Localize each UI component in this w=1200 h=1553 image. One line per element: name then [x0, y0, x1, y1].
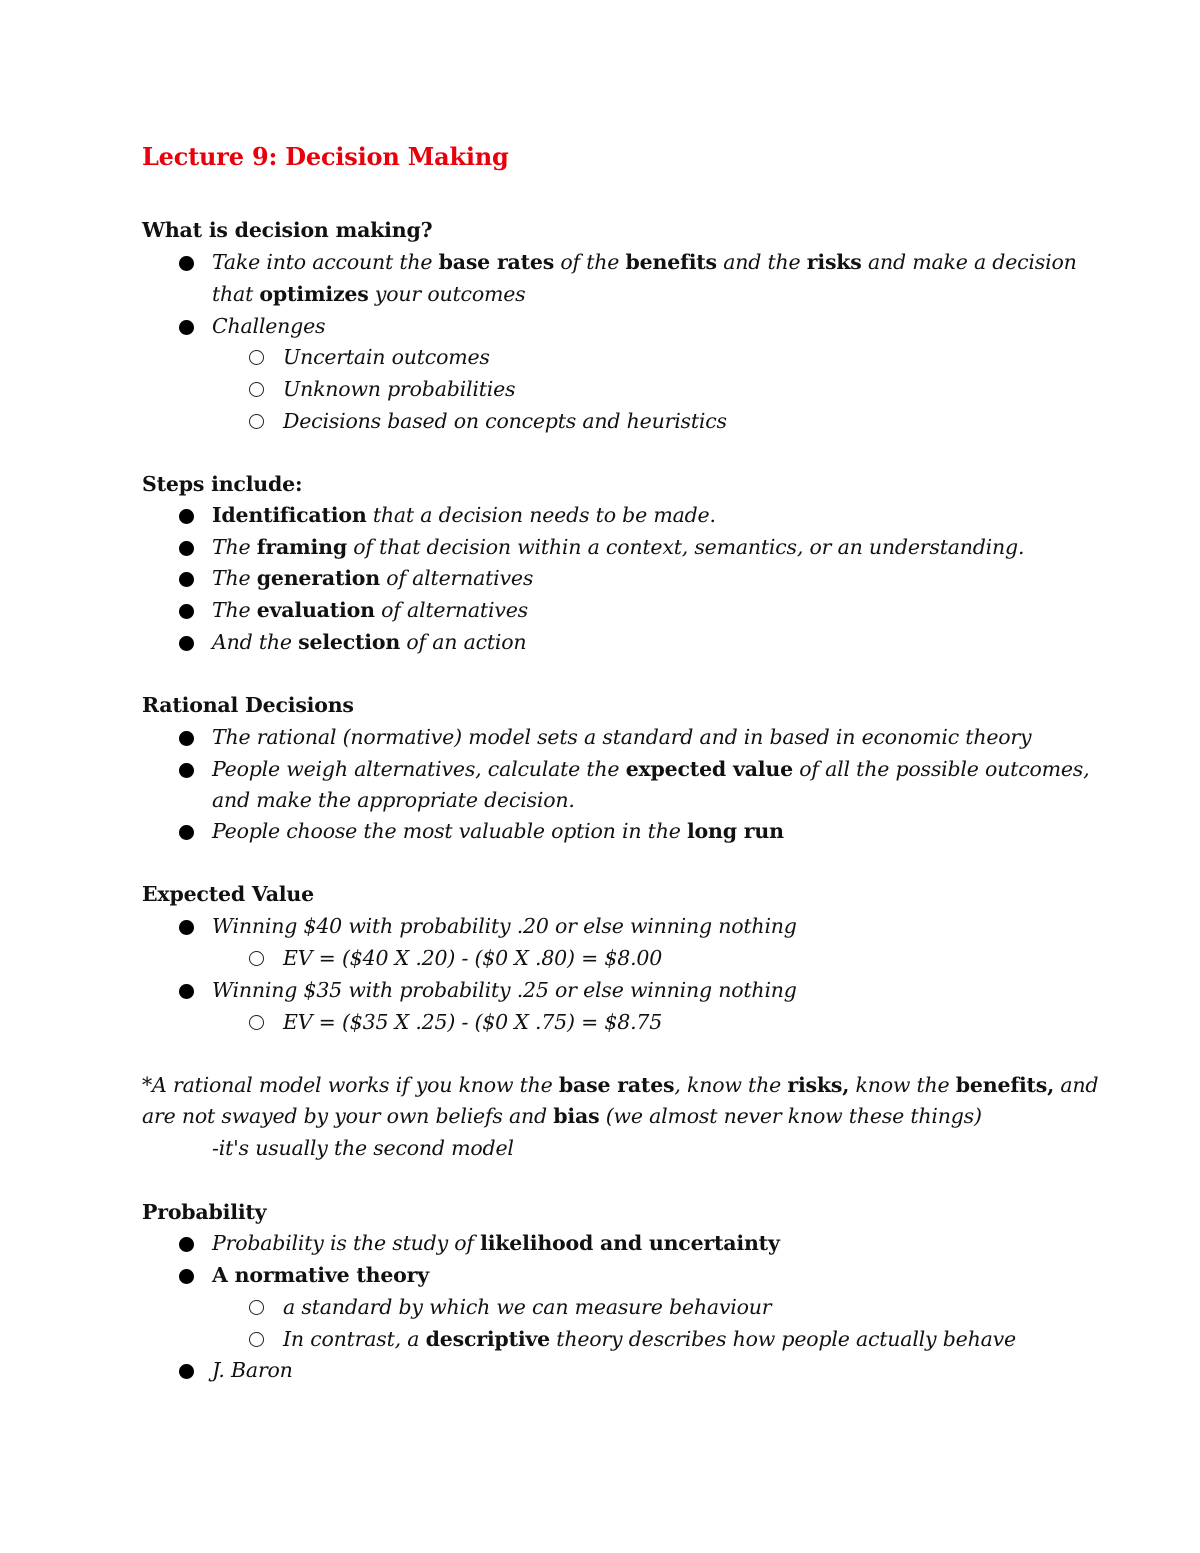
hollow-bullet-icon: [249, 414, 264, 429]
bullet-icon: [179, 763, 194, 778]
sub-list-item: EV = ($40 X .20) - ($0 X .80) = $8.00: [283, 946, 663, 970]
bullet-icon: [179, 1364, 194, 1379]
note-line: *A rational model works if you know the base rates, know the risks, know the benefits, and: [142, 1073, 1099, 1097]
bullet-icon: [179, 920, 194, 935]
list-item: J. Baron: [212, 1358, 293, 1382]
section-heading-decision-making: What is decision making?: [142, 218, 433, 242]
section-heading-expected-value: Expected Value: [142, 882, 314, 906]
bullet-icon: [179, 509, 194, 524]
bullet-icon: [179, 256, 194, 271]
hollow-bullet-icon: [249, 382, 264, 397]
list-item: Winning $35 with probability .25 or else winning nothing: [212, 978, 797, 1002]
page-title: Lecture 9: Decision Making: [142, 142, 509, 171]
sub-list-item: a standard by which we can measure behaviour: [283, 1295, 772, 1319]
sub-list-item: In contrast, a descriptive theory describes how people actually behave: [283, 1327, 1016, 1351]
sub-list-item: Unknown probabilities: [283, 377, 516, 401]
list-item: The evaluation of alternatives: [212, 598, 528, 622]
bullet-icon: [179, 731, 194, 746]
list-item: People weigh alternatives, calculate the expected value of all the possible outcomes,: [212, 757, 1090, 781]
hollow-bullet-icon: [249, 1300, 264, 1315]
list-item-continuation: and make the appropriate decision.: [212, 788, 575, 812]
list-item: Identification that a decision needs to be made.: [212, 503, 716, 527]
list-item: Challenges: [212, 314, 326, 338]
bullet-icon: [179, 572, 194, 587]
bullet-icon: [179, 541, 194, 556]
list-item-continuation: that optimizes your outcomes: [212, 282, 526, 306]
bullet-icon: [179, 825, 194, 840]
section-heading-probability: Probability: [142, 1200, 267, 1224]
list-item: The generation of alternatives: [212, 566, 534, 590]
bullet-icon: [179, 984, 194, 999]
list-item: Take into account the base rates of the benefits and the risks and make a decision: [212, 250, 1077, 274]
note-line: -it's usually the second model: [212, 1136, 514, 1160]
note-line: are not swayed by your own beliefs and bias (we almost never know these things): [142, 1104, 982, 1128]
bullet-icon: [179, 1237, 194, 1252]
list-item: And the selection of an action: [212, 630, 527, 654]
list-item: The framing of that decision within a context, semantics, or an understanding.: [212, 535, 1025, 559]
list-item: People choose the most valuable option in the long run: [212, 819, 784, 843]
hollow-bullet-icon: [249, 951, 264, 966]
bullet-icon: [179, 1269, 194, 1284]
list-item: The rational (normative) model sets a standard and in based in economic theory: [212, 725, 1032, 749]
list-item: Winning $40 with probability .20 or else winning nothing: [212, 914, 797, 938]
bullet-icon: [179, 320, 194, 335]
section-heading-rational-decisions: Rational Decisions: [142, 693, 354, 717]
list-item: A normative theory: [212, 1263, 429, 1287]
hollow-bullet-icon: [249, 350, 264, 365]
hollow-bullet-icon: [249, 1332, 264, 1347]
sub-list-item: EV = ($35 X .25) - ($0 X .75) = $8.75: [283, 1010, 663, 1034]
section-heading-steps: Steps include:: [142, 472, 303, 496]
sub-list-item: Decisions based on concepts and heuristics: [283, 409, 727, 433]
list-item: Probability is the study of likelihood and uncertainty: [212, 1231, 780, 1255]
hollow-bullet-icon: [249, 1015, 264, 1030]
sub-list-item: Uncertain outcomes: [283, 345, 490, 369]
bullet-icon: [179, 604, 194, 619]
bullet-icon: [179, 636, 194, 651]
